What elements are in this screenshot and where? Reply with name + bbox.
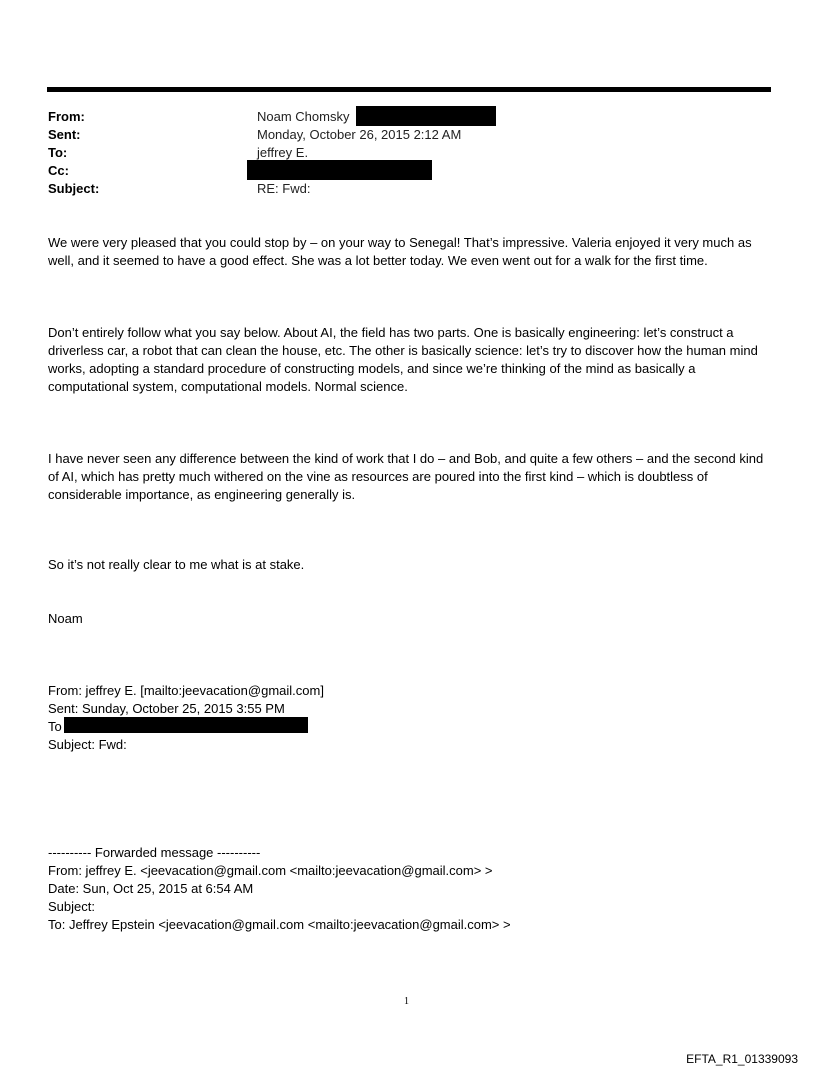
from-label: From: [48,109,85,124]
redaction-block [64,717,308,733]
signature: Noam [48,611,83,626]
to-value: jeffrey E. [257,145,309,160]
forwarded-divider: ---------- Forwarded message ---------- [48,845,261,860]
body-paragraph: Don’t entirely follow what you say below. About AI, the field has two parts. One is basically engineering: let’s construct a driverless car, a robot that can clean the house, etc. The other is basically science: let’s try to discover how the human mind works, adopting a standard procedure of constructing models, and since we’re thinking of the mind as basically a computational system, computational models. Normal science. [48,325,758,394]
cc-label: Cc: [48,163,69,178]
sent-label: Sent: [48,127,81,142]
quoted-to: To [48,719,62,734]
redaction-block [247,160,432,180]
body-paragraph: I have never seen any difference between the kind of work that I do – and Bob, and quite a few others – and the second kind of AI, which has pretty much withered on the vine as resources are poured into the first kind – which is doubtless of considerable importance, as engineering generally is. [48,451,764,502]
document-id: EFTA_R1_01339093 [686,1052,798,1066]
header-rule [47,87,771,92]
quoted-subject: Subject: Fwd: [48,737,127,752]
quoted-from: From: jeffrey E. [mailto:jeevacation@gmail.com] [48,683,324,698]
page-number: 1 [404,996,409,1007]
to-label: To: [48,145,68,160]
forwarded-subject: Subject: [48,899,95,914]
from-value: Noam Chomsky [257,109,350,124]
forwarded-from: From: jeffrey E. <jeevacation@gmail.com <mailto:jeevacation@gmail.com> > [48,863,493,878]
subject-label: Subject: [48,181,100,196]
body-paragraph: So it’s not really clear to me what is at stake. [48,557,305,572]
subject-value: RE: Fwd: [257,181,311,196]
sent-value: Monday, October 26, 2015 2:12 AM [257,127,462,142]
body-paragraph: We were very pleased that you could stop by – on your way to Senegal! That’s impressive. Valeria enjoyed it very much as well, and it seemed to have a good effect. She was a lot better today. We even went out for a walk for the first time. [48,235,752,268]
forwarded-to: To: Jeffrey Epstein <jeevacation@gmail.com <mailto:jeevacation@gmail.com> > [48,917,511,932]
quoted-sent: Sent: Sunday, October 25, 2015 3:55 PM [48,701,285,716]
redaction-block [356,106,496,126]
forwarded-date: Date: Sun, Oct 25, 2015 at 6:54 AM [48,881,254,896]
